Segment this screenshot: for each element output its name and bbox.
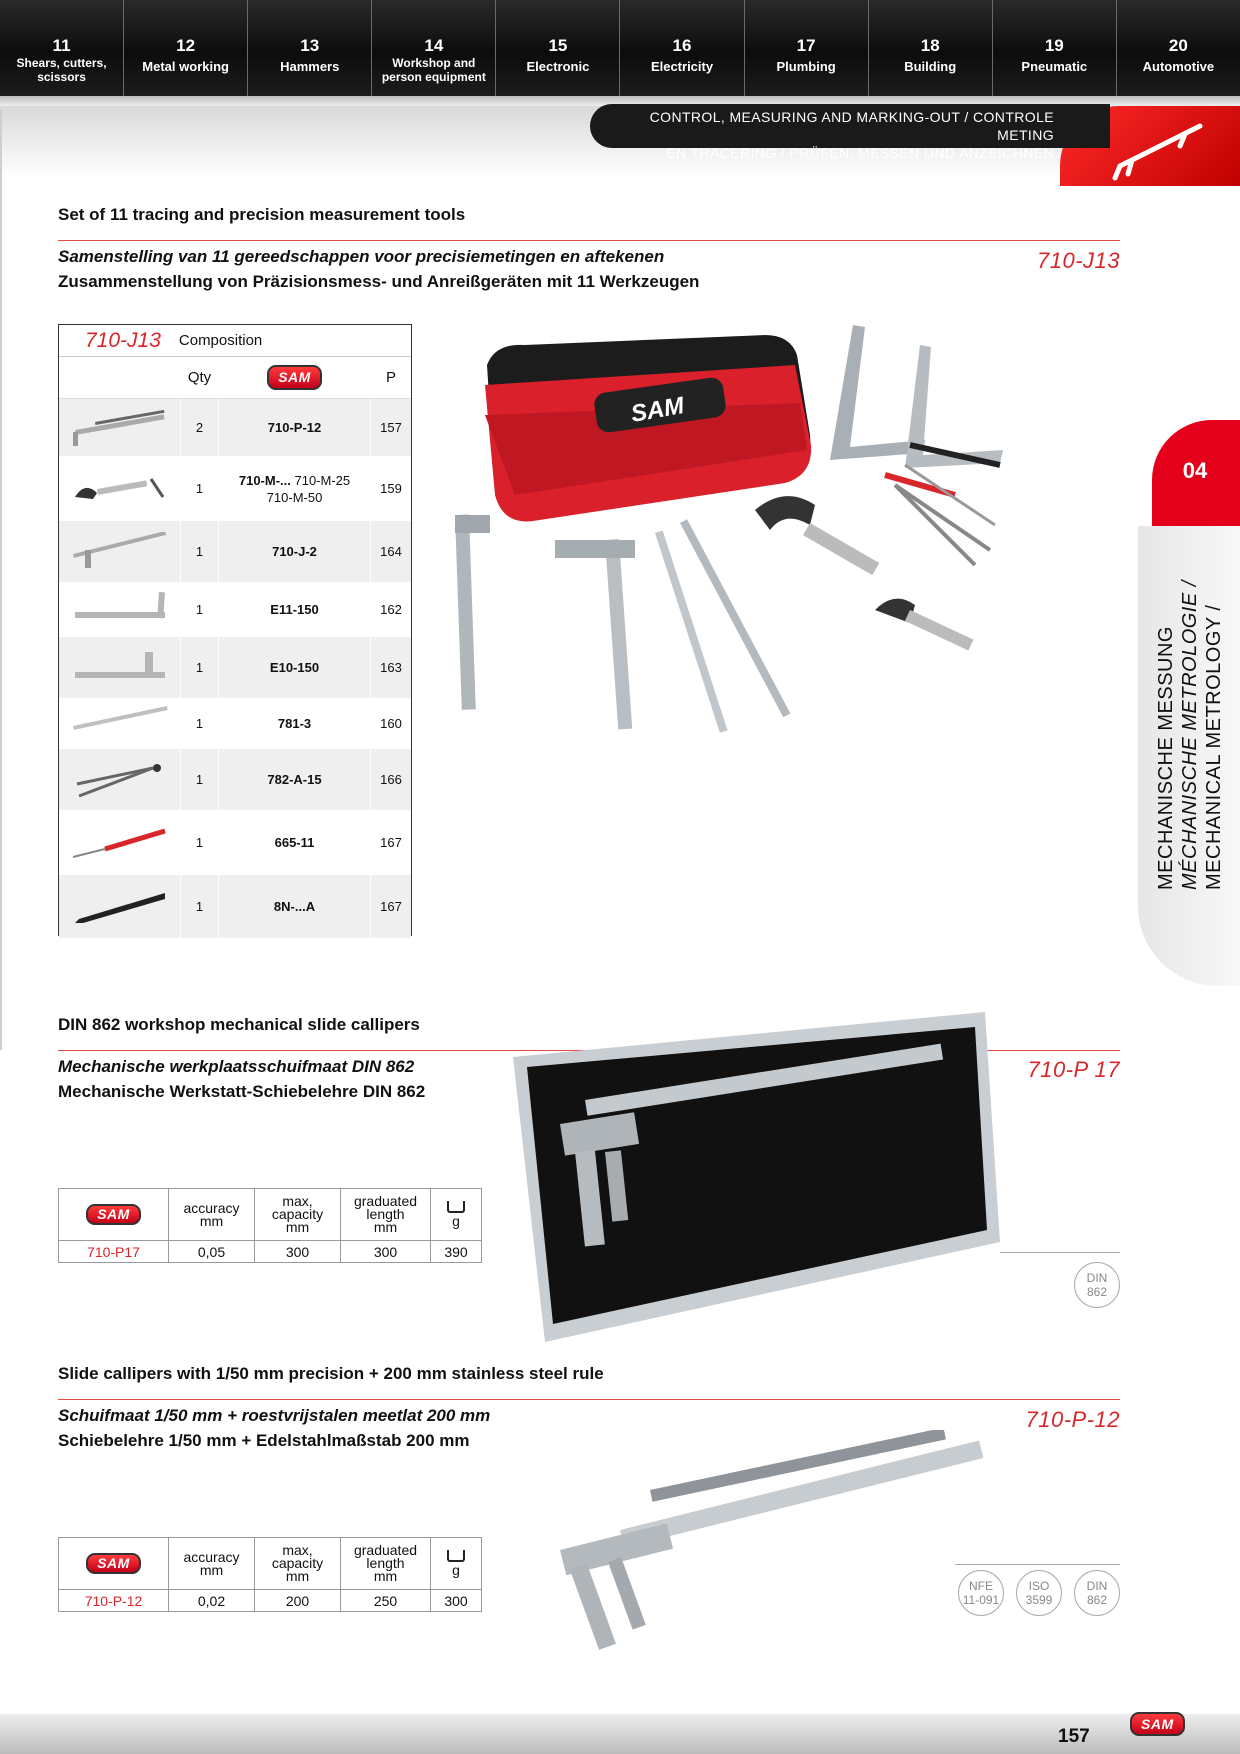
row-qty: 1	[181, 637, 219, 698]
row-page: 159	[380, 481, 402, 496]
row-page: 160	[380, 716, 402, 731]
compass-icon	[65, 760, 175, 800]
header-text: graduated	[353, 1542, 418, 1558]
scriber-icon	[65, 823, 175, 863]
nav-label: Electronic	[526, 59, 590, 74]
svg-text:SAM: SAM	[628, 392, 687, 428]
section1-title-de: Zusammenstellung von Präzisionsmess- und Anreißgeräten mit 11 Werkzeugen	[58, 272, 700, 291]
spec-accuracy: 0,05	[169, 1241, 255, 1263]
spec-h-length	[341, 1538, 431, 1590]
badge-rule	[955, 1564, 1120, 1565]
nav-label: Electricity	[650, 59, 714, 74]
spec-capacity: 300	[255, 1241, 341, 1263]
composition-columns	[59, 357, 411, 399]
chapter-title-line: MECHANISCHE MESSUNG	[1155, 626, 1177, 890]
norm-badge	[1074, 1570, 1120, 1616]
spec-h-accuracy	[169, 1189, 255, 1241]
header-text: mm	[199, 1212, 224, 1229]
badge-text: NFE	[968, 1579, 993, 1593]
nav-tab-16[interactable]	[620, 0, 744, 96]
composition-ref: 710-J13	[85, 328, 161, 352]
row-qty: 2	[181, 399, 219, 456]
section1-title-en: Set of 11 tracing and precision measurement tools	[58, 205, 466, 224]
nav-label: Pneumatic	[1021, 59, 1088, 74]
header-text: mm	[373, 1219, 398, 1235]
row-ref-line2: 710-M-50	[266, 489, 323, 505]
row-ref: 710-J-2	[272, 544, 317, 559]
header-text: max,	[282, 1193, 313, 1209]
norm-badge	[1016, 1570, 1062, 1616]
badge-rule	[1000, 1252, 1120, 1253]
table-row	[59, 583, 411, 637]
row-image	[59, 811, 181, 874]
spec-h-capacity	[255, 1538, 341, 1590]
header-text: mm	[373, 1568, 398, 1584]
sam-logo: SAM	[86, 1553, 141, 1574]
row-image	[59, 749, 181, 810]
nav-tab-20[interactable]	[1117, 0, 1240, 96]
row-ref: 782-A-15	[267, 772, 322, 787]
page-number: 157	[1058, 1726, 1090, 1747]
nav-tab-14[interactable]	[372, 0, 496, 96]
composition-table	[58, 324, 412, 936]
footer-logo	[1130, 1712, 1185, 1736]
nav-label: Shears, cutters, scissors	[16, 56, 107, 84]
table-row	[59, 1590, 482, 1612]
table-row	[59, 457, 411, 521]
section2-title-en: DIN 862 workshop mechanical slide callipers	[58, 1015, 420, 1034]
sam-logo: SAM	[1130, 1712, 1185, 1736]
header-text: mm	[285, 1219, 310, 1235]
row-ref-cell	[219, 875, 371, 938]
row-image	[59, 699, 181, 748]
header-text: graduated	[353, 1193, 418, 1209]
nav-tab-11[interactable]	[0, 0, 124, 96]
sam-logo: SAM	[86, 1204, 141, 1225]
page-footer	[0, 1714, 1240, 1754]
nav-number: 16	[672, 36, 692, 55]
row-ref: E10-150	[269, 660, 320, 675]
caliper-icon	[65, 408, 175, 448]
banner-line: EN TRACERING / PRÜFEN, MESSEN UND ANZEICHNEN	[666, 145, 1054, 161]
composition-title: Composition	[178, 332, 263, 349]
nav-tab-15[interactable]	[496, 0, 620, 96]
spec-ref: 710-P17	[59, 1241, 169, 1263]
spec-h-length	[341, 1189, 431, 1241]
nav-label: Hammers	[280, 59, 340, 74]
badge-text: DIN	[1086, 1271, 1108, 1285]
nav-number: 12	[176, 36, 196, 55]
table-row	[59, 811, 411, 875]
banner-line: CONTROL, MEASURING AND MARKING-OUT / CONTROLE METING	[649, 109, 1054, 143]
section3-title-nl: Schuifmaat 1/50 mm + roestvrijstalen meetlat 200 mm	[58, 1406, 491, 1425]
header-text: accuracy	[183, 1548, 240, 1565]
row-image	[59, 399, 181, 456]
row-qty: 1	[181, 811, 219, 874]
nav-label: Automotive	[1142, 59, 1215, 74]
header-text: mm	[285, 1568, 310, 1584]
row-page: 167	[371, 875, 411, 938]
row-image	[59, 875, 181, 938]
category-nav	[0, 0, 1240, 96]
sam-logo: SAM	[267, 365, 322, 390]
nav-label: Building	[904, 59, 957, 74]
section3-title-en: Slide callipers with 1/50 mm precision + 200 mm stainless steel rule	[58, 1364, 604, 1383]
spec-weight: 390	[431, 1241, 482, 1263]
table-row	[59, 699, 411, 749]
section2-title-de: Mechanische Werkstatt-Schiebelehre DIN 862	[58, 1082, 426, 1101]
row-ref-cell	[219, 699, 371, 748]
spec-accuracy: 0,02	[169, 1590, 255, 1612]
row-qty: 1	[181, 699, 219, 748]
spec-capacity: 200	[255, 1590, 341, 1612]
punch-icon	[65, 887, 175, 927]
square-icon	[65, 648, 175, 688]
kit-photo	[455, 325, 1065, 830]
badge-text: 862	[1086, 1285, 1107, 1299]
row-page: 162	[380, 602, 402, 617]
chapter-title-line: MECHANICAL METROLOGY /	[1203, 604, 1225, 890]
nav-tab-19[interactable]	[993, 0, 1117, 96]
row-ref-extra: 710-M-25	[290, 472, 351, 488]
row-ref-cell	[219, 637, 371, 698]
caliper-rule-photo	[560, 1430, 1000, 1650]
badge-text: 11-091	[962, 1593, 1000, 1607]
spec-length: 250	[341, 1590, 431, 1612]
row-qty: 1	[181, 875, 219, 938]
square-icon	[65, 590, 175, 630]
chapter-title-line: MÉCHANISCHE METROLOGIE /	[1179, 580, 1201, 890]
nav-tab-12[interactable]	[124, 0, 248, 96]
spec-table-710-p-12	[58, 1537, 482, 1612]
header-text: capacity	[271, 1206, 324, 1222]
depth-gauge-icon	[65, 532, 175, 572]
header-text: mm	[199, 1561, 224, 1578]
table-row	[59, 399, 411, 457]
section1-ref: 710-J13	[1036, 248, 1120, 273]
section3-title-de: Schiebelehre 1/50 mm + Edelstahlmaßstab 200 mm	[58, 1431, 470, 1450]
badge-text: 862	[1086, 1593, 1107, 1607]
spec-weight: 300	[431, 1590, 482, 1612]
section2-title-nl: Mechanische werkplaatsschuifmaat DIN 862	[58, 1057, 415, 1076]
nav-tab-18[interactable]	[869, 0, 993, 96]
col-image	[59, 357, 181, 398]
weight-icon	[447, 1550, 465, 1562]
row-image	[59, 457, 181, 520]
badge-text: 3599	[1025, 1593, 1053, 1607]
composition-header	[59, 325, 411, 357]
row-image	[59, 521, 181, 582]
table-row	[59, 521, 411, 583]
row-ref: 8N-...A	[273, 899, 316, 914]
rule-icon	[65, 704, 175, 744]
nav-number: 17	[796, 36, 816, 55]
nav-number: 18	[920, 36, 940, 55]
row-qty: 1	[181, 521, 219, 582]
section1-title-nl: Samenstelling van 11 gereedschappen voor precisiemetingen en aftekenen	[58, 247, 665, 266]
nav-number: 20	[1168, 36, 1188, 55]
norm-badge	[1074, 1262, 1120, 1308]
section1-rule	[58, 240, 1120, 241]
spec-length: 300	[341, 1241, 431, 1263]
nav-label: Metal working	[142, 59, 229, 74]
row-page: 164	[371, 521, 411, 582]
section3-rule	[58, 1399, 1120, 1400]
spec-h-capacity	[255, 1189, 341, 1241]
spec-table-710-p17	[58, 1188, 482, 1263]
row-ref: 710-M-...	[238, 472, 291, 488]
row-ref-cell	[219, 399, 371, 456]
row-ref-cell	[219, 457, 371, 520]
row-page: 163	[371, 637, 411, 698]
norm-badge	[958, 1570, 1004, 1616]
spec-h-weight	[431, 1538, 482, 1590]
row-qty: 1	[181, 583, 219, 636]
section2-ref: 710-P 17	[1027, 1057, 1120, 1082]
row-ref-cell	[219, 811, 371, 874]
nav-number: 13	[300, 36, 320, 55]
badge-text: ISO	[1028, 1579, 1050, 1593]
col-ref	[219, 357, 371, 398]
header-text: length	[366, 1206, 405, 1222]
micrometer-icon	[65, 469, 175, 509]
left-stripe	[0, 110, 2, 1050]
caliper-case-photo	[505, 1012, 1005, 1342]
spec-logo-cell	[59, 1189, 169, 1241]
row-qty: 1	[181, 457, 219, 520]
spec-h-accuracy	[169, 1538, 255, 1590]
header-text: accuracy	[183, 1199, 240, 1216]
row-image	[59, 637, 181, 698]
spec-logo-cell	[59, 1538, 169, 1590]
row-ref-cell	[219, 749, 371, 810]
row-image	[59, 583, 181, 636]
row-ref: 710-P-12	[267, 420, 322, 435]
nav-number: 15	[548, 36, 568, 55]
nav-label: Workshop and person equipment	[381, 56, 486, 84]
nav-label: Plumbing	[776, 59, 836, 74]
weight-icon	[447, 1201, 465, 1213]
table-row	[59, 875, 411, 939]
spec-ref: 710-P-12	[59, 1590, 169, 1612]
nav-number: 19	[1044, 36, 1064, 55]
table-row	[59, 1241, 482, 1263]
row-ref: 665-11	[274, 835, 315, 850]
header-text: capacity	[271, 1555, 324, 1571]
row-ref-cell	[219, 521, 371, 582]
col-qty: Qty	[181, 357, 219, 398]
row-page: 157	[371, 399, 411, 456]
header-text: g	[452, 1562, 460, 1578]
table-row	[59, 749, 411, 811]
row-page: 166	[371, 749, 411, 810]
section3-ref: 710-P-12	[1025, 1407, 1120, 1432]
row-ref-cell	[219, 583, 371, 636]
header-text: length	[366, 1555, 405, 1571]
header-text: g	[452, 1213, 460, 1229]
spec-h-weight	[431, 1189, 482, 1241]
row-page: 167	[380, 835, 402, 850]
table-row	[59, 637, 411, 699]
col-page: P	[385, 369, 396, 386]
header-text: max,	[282, 1542, 313, 1558]
row-ref: E11-150	[270, 602, 319, 617]
badge-text: DIN	[1086, 1579, 1108, 1593]
row-ref: 781-3	[277, 716, 312, 731]
nav-number: 14	[424, 36, 444, 55]
section-banner	[590, 104, 1110, 161]
row-qty: 1	[181, 749, 219, 810]
nav-number: 11	[52, 36, 71, 55]
nav-tab-17[interactable]	[745, 0, 869, 96]
chapter-number: 04	[1182, 458, 1208, 483]
nav-tab-13[interactable]	[248, 0, 372, 96]
chapter-title	[1142, 530, 1238, 890]
